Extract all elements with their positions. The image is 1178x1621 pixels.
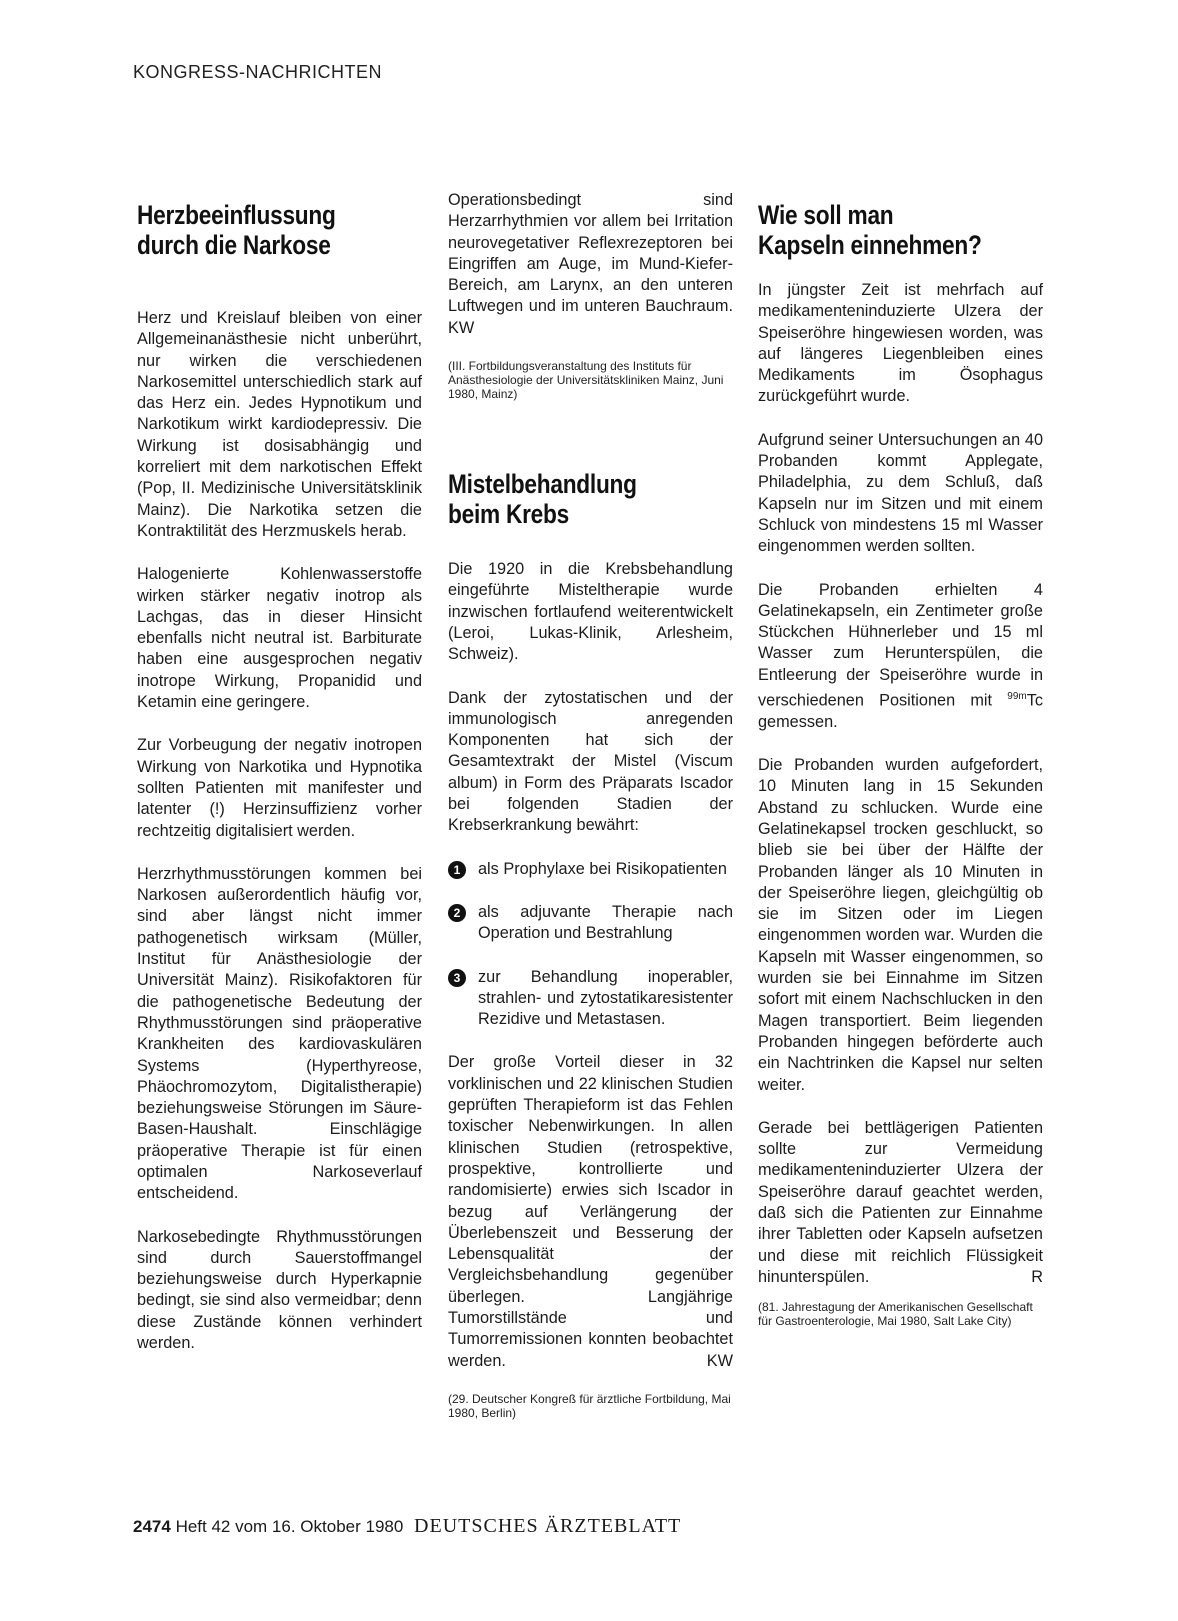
list-item-text: zur Behandlung inoperabler, strahlen- und zytostatikaresistenter Rezidive und Metastasen. [478,967,733,1029]
paragraph: Narkosebedingte Rhythmusstörungen sind durch Sauerstoffmangel beziehungsweise durch Hyperkapnie bedingt, sie sind also vermeidbar; denn diese Zustände können verhindert werden. [137,1227,422,1353]
article-column-1 [137,200,422,1354]
issue-info: Heft 42 vom 16. Oktober 1980 [175,1517,404,1536]
paragraph: Zur Vorbeugung der negativ inotropen Wirkung von Narkotika und Hypnotika sollten Patienten mit manifester und latenter (!) Herzinsuffizienz vorher rechtzeitig digitalisiert werden. [137,736,422,840]
paragraph: Herzrhythmusstörungen kommen bei Narkosen außerordentlich häufig vor, sind aber längst nicht immer pathogenetisch wirksam (Müller, Institut für Anästhesiologie der Universität Mainz). Risikofaktoren für die pathogenetische Bedeutung der Rhythmusstörungen sind präoperative Krankheiten des kardiovaskulären Systems (Hyperthyreose, Phäochromozytom, Digitalistherapie) beziehungsweise Störungen im Säure-Basen-Haushalt. Einschlägige präoperative Therapie ist für einen optimalen Narkoseverlauf entscheidend. [137,864,422,1203]
article-title-herzbeeinflussung [137,200,376,260]
number-badge-icon: 2 [448,904,466,922]
paragraph: Die 1920 in die Krebsbehandlung eingeführte Misteltherapie wurde inzwischen fortlaufend weiterentwickelt (Leroi, Lukas-Klinik, Arlesheim, Schweiz). [448,560,733,664]
paragraph: In jüngster Zeit ist mehrfach auf medikamenteninduzierte Ulzera der Speiseröhre hingewiesen worden, was auf längeres Liegenbleiben eines Medikaments im Ösophagus zurückgeführt wurde. [758,281,1043,406]
journal-name: DEUTSCHES ÄRZTEBLATT [414,1515,682,1537]
paragraph: Halogenierte Kohlenwasserstoffe wirken stärker negativ inotrop als Lachgas, das in dieser Hinsicht ebenfalls nicht neutral ist. Barbiturate haben eine ausgesprochen negativ inotrope Wirkung, Propanidid und Ketamin eine geringere. [137,565,422,712]
section-label: KONGRESS-NACHRICHTEN [133,62,383,82]
list-item [448,967,733,1031]
title-line: Herzbeeinflussung [137,200,336,230]
number-badge-icon: 1 [448,861,466,879]
isotope-superscript: 99m [1007,691,1027,703]
paragraph: Der große Vorteil dieser in 32 vorklinischen und 22 klinischen Studien geprüften Therapieform ist das Fehlen toxischer Nebenwirkungen. In allen klinischen Studien (retrospektive, prospektive, kontrollierte und randomisierte) erwies sich Iscador in bezug auf Verlängerung der Überlebenszeit und Besserung der Lebensqualität der Vergleichsbehandlung gegenüber überlegen. Langjährige Tumorstillstände und Tumorremissionen konnten beobachtet werden. KW [448,1053,733,1370]
list-item [448,859,733,880]
article-column-3 [758,200,1043,1328]
paragraph: Die Probanden wurden aufgefordert, 10 Minuten lang in 15 Sekunden Abstand zu schlucken. Wurde eine Gelatinekapsel trocken geschluckt, so blieb sie bei über der Hälfte der Probanden länger als 10 Minuten in der Speiseröhre liegen, gleichgültig ob sie im Sitzen oder im Liegen eingenommen worden war. Wurden die Kapseln mit Wasser eingenommen, so wurden sie bei Einnahme im Sitzen sofort mit einem Nachschlucken in den Magen transportiert. Beim liegenden Probanden hingegen beförderte auch ein Nachtrinken die Kapsel nur selten weiter. [758,756,1043,1094]
source-note: (III. Fortbildungsveranstaltung des Instituts für Anästhesiologie der Universitätskliniken Mainz, Juni 1980, Mainz) [448,359,724,402]
text-run: Die Probanden erhielten 4 Gelatinekapseln, ein Zentimeter große Stückchen Hühnerleber und 15 ml Wasser zum Herunterspülen, die Entleerung der Speiseröhre wurde in verschiedenen Positionen mit [758,580,1043,710]
list-item [448,902,733,945]
source-note: (81. Jahrestagung der Amerikanischen Gesellschaft für Gastroenterologie, Mai 1980, Salt Lake City) [758,1300,1033,1329]
text-run: Tc gemessen. [758,691,1043,731]
title-line: durch die Narkose [137,230,331,260]
title-line: Kapseln einnehmen? [758,230,982,260]
title-line: beim Krebs [448,499,570,530]
title-line: Mistelbehandlung [448,469,637,500]
title-line: Wie soll man [758,200,894,230]
article-title-mistelbehandlung [448,469,687,529]
page-footer [133,1515,681,1538]
paragraph: Herz und Kreislauf bleiben von einer Allgemeinanästhesie nicht unberührt, nur wirken die verschiedenen Narkosemittel unterschiedlich stark auf das Herz ein. Jedes Hypnotikum und Narkotikum wirkt kardiodepressiv. Die Wirkung ist dosisabhängig und korreliert mit dem narkotischen Effekt (Pop, II. Medizinische Universitätsklinik Mainz). Die Narkotika setzen die Kontraktilität des Herzmuskels herab. [137,309,422,540]
source-note: (29. Deutscher Kongreß für ärztliche Fortbildung, Mai 1980, Berlin) [448,1391,731,1420]
article-title-kapseln [758,200,997,260]
paragraph: Dank der zytostatischen und der immunologisch anregenden Komponenten hat sich der Gesamtextrakt der Mistel (Viscum album) in Form des Präparats Iscador bei folgenden Stadien der Krebserkrankung bewährt: [448,688,733,835]
page-number: 2474 [133,1517,171,1536]
number-badge-icon: 3 [448,969,466,987]
paragraph-continued: Operationsbedingt sind Herzarrhythmien vor allem bei Irritation neurovegetativer Reflexrezeptoren bei Eingriffen am Auge, im Mund-Kiefer-Bereich, am Larynx, an den unteren Luftwegen und im unteren Bauchraum. KW [448,191,733,337]
paragraph [758,580,1043,734]
list-item-text: als Prophylaxe bei Risikopatienten [478,859,727,878]
paragraph: Gerade bei bettlägerigen Patienten sollte zur Vermeidung medikamenteninduzierter Ulzera der Speiseröhre darauf geachtet werden, daß sich die Patienten zur Einnahme ihrer Tabletten oder Kapseln aufsetzen und diese mit reichlich Flüssigkeit hinunterspülen. R [758,1118,1043,1286]
paragraph: Aufgrund seiner Untersuchungen an 40 Probanden kommt Applegate, Philadelphia, zu dem Schluß, daß Kapseln nur im Sitzen und mit einem Schluck von mindestens 15 ml Wasser eingenommen werden sollten. [758,430,1043,556]
article-column-2 [448,190,733,1420]
list-item-text: als adjuvante Therapie nach Operation und Bestrahlung [478,902,733,943]
